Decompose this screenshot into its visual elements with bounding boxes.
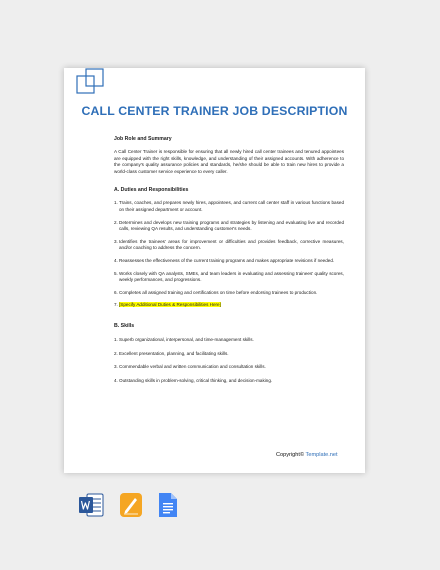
highlighted-placeholder-text: [Specify Additional Duties & Responsibilities Here] [119,302,221,308]
duty-item [114,290,344,297]
document-body [114,136,344,384]
duty-item-placeholder [114,302,344,309]
skill-number: 2. [114,350,118,356]
skill-item [114,337,344,344]
duty-text: Identifies the trainees' areas for improvement or difficulties and provides feedback, corrective measures, and/or coaching to address the concern. [119,238,344,251]
duty-number: 3. [114,238,118,244]
copyright-label: Copyright [276,452,300,458]
duty-item [114,271,344,284]
copyright-brand-link[interactable]: Template.net [305,452,338,458]
word-icon[interactable] [78,492,104,518]
duty-number: 7. [114,302,118,308]
skill-item [114,351,344,358]
duty-item [114,258,344,265]
skill-text: Commendable verbal and written communication and consultation skills. [119,364,266,370]
skill-number: 1. [114,336,118,342]
copyright-symbol: © [299,452,305,458]
duty-number: 6. [114,289,118,295]
duties-heading: A. Duties and Responsibilities [114,187,189,194]
duty-text: Determines and develops new training programs and strategies by listening and evaluating live and recorded calls, reviewing QA results, and understanding customer's needs. [119,219,344,232]
skill-text: Superb organizational, interpersonal, and time-management skills. [119,336,254,342]
skill-number: 3. [114,364,118,370]
skill-text: Excellent presentation, planning, and facilitating skills. [119,350,229,356]
document-title: CALL CENTER TRAINER JOB DESCRIPTION [81,104,348,118]
skills-heading: B. Skills [114,322,135,329]
duty-number: 2. [114,219,118,225]
duty-text: Completes all assigned training and certifications on time before endorsing trainees to production. [119,289,318,295]
duty-text: Reassesses the effectiveness of the current training programs and makes appropriate revisions if needed. [119,257,335,263]
template-logo-icon [76,68,106,94]
duty-number: 1. [114,200,118,206]
duty-number: 5. [114,270,118,276]
summary-paragraph: A Call Center Trainer is responsible for ensuring that all newly hired call center trainees and tenured appointees are equipped with the right skills, knowledge, and understanding of their assigned accounts. With adherence to the company's quality assurance policies and standards, he/she should be able to train new hires to provide a world-class customer service experience to every caller. [114,149,344,174]
skill-item [114,378,344,385]
duty-item [114,239,344,252]
duty-text: Works closely with QA analysts, SMEs, and team leaders in evaluating and assessing trainees' quality scores, weekly performances, and progressions. [119,270,344,283]
duty-item [114,220,344,233]
summary-heading: Job Role and Summary [114,136,172,142]
duty-number: 4. [114,257,118,263]
pages-icon[interactable] [119,492,143,518]
skill-number: 4. [114,377,118,383]
duty-text: Trains, coaches, and prepares newly hires, appointees, and current call center staff in various functions based on their assigned department or account. [119,200,344,212]
google-docs-icon[interactable] [158,492,178,518]
copyright-notice [276,452,338,458]
duty-item [114,200,344,213]
skill-text: Outstanding skills in problem-solving, critical thinking, and decision-making. [119,377,273,383]
skill-item [114,364,344,371]
